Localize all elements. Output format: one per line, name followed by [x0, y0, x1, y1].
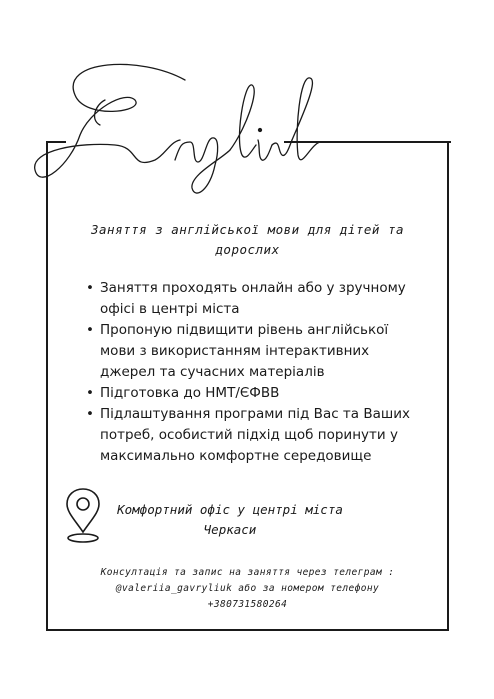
contact-line: Консултація та запис на заняття через телеграм : [100, 567, 395, 578]
contact-info [70, 565, 425, 613]
contact-phone: +380731580264 [207, 599, 288, 610]
list-item: • Підготовка до НМТ/ЄФВВ [86, 383, 426, 404]
subtitle: Заняття з англійської мови для дітей та дорослих [91, 222, 404, 257]
english-script-logo-drawing [20, 50, 320, 200]
contact-telegram: @valeriia_gavryliuk або за номером телефону [115, 583, 380, 594]
list-item: • Пропоную підвищити рівень англійської мови з використанням інтерактивних джерел та сучасних матеріалів [86, 320, 426, 383]
location-pin-icon [62, 486, 104, 546]
list-item: • Заняття проходять онлайн або у зручному офісі в центрі міста [86, 278, 426, 320]
office-location-text: Комфортний офіс у центрі міста Черкаси [117, 502, 343, 537]
feature-list [86, 278, 426, 467]
english-script-logo [20, 50, 320, 200]
list-item: • Підлаштування програми під Вас та Ваших потреб, особистий підхід щоб поринути у максимально комфортне середовище [86, 404, 426, 467]
